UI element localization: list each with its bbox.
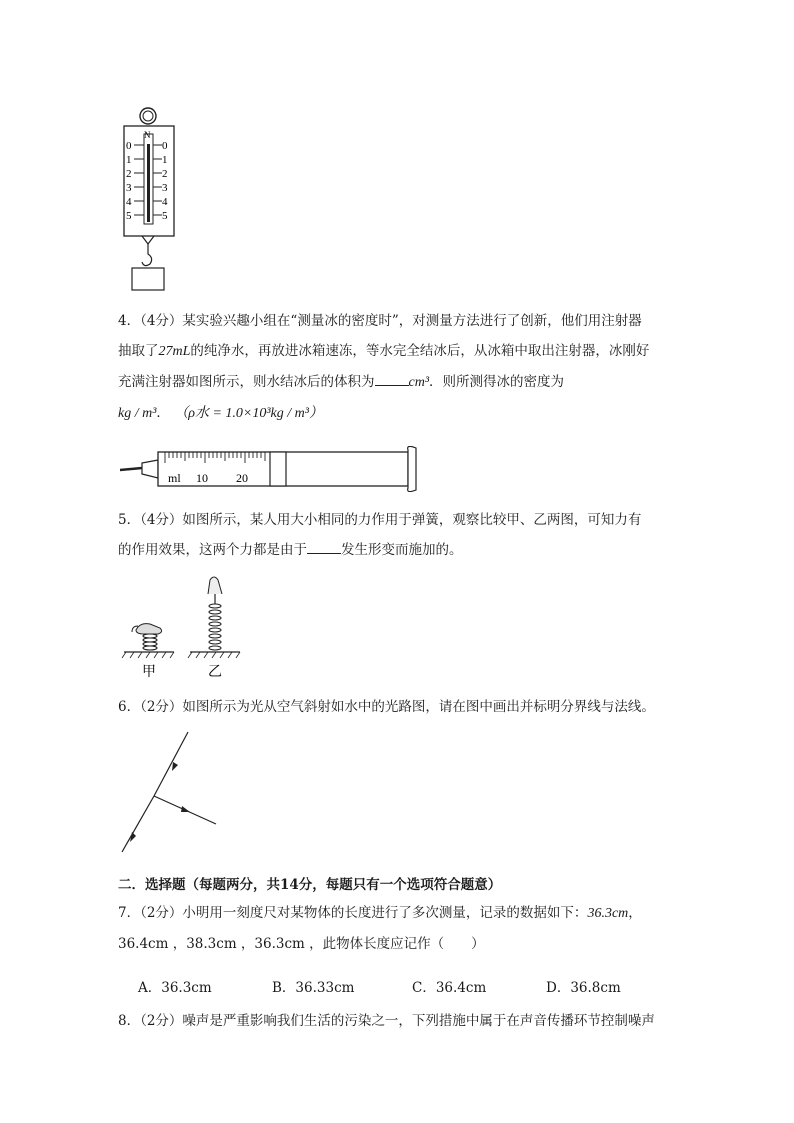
option-c[interactable]: C．36.4cm [412,980,487,996]
springs-figure [118,572,248,684]
tick-left: 1 [126,154,132,166]
answer-blank[interactable] [375,371,409,386]
tick-right: 1 [162,154,168,166]
option-b[interactable]: B．36.33cm [272,980,355,996]
question-8 [118,1006,678,1036]
tick-left: 5 [126,210,132,222]
question-6 [118,692,678,722]
syringe-tick-10: 10 [196,471,208,485]
syringe-unit-label: ml [168,471,181,485]
q4-line1: 4．（4分）某实验兴趣小组在“测量冰的密度时”，对测量方法进行了创新，他们用注射器 [118,313,642,329]
question-7 [118,898,678,959]
question-4 [118,306,678,429]
option-d[interactable]: D．36.8cm [546,980,621,996]
q5-line2: 的作用效果，这两个力都是由于 发生形变而施加的。 [118,535,678,565]
tick-right: 0 [162,140,168,152]
answer-blank[interactable] [307,539,341,554]
tick-left: 3 [126,182,132,194]
q7-line1: 7．（2分）小明用一刻度尺对某物体的长度进行了多次测量，记录的数据如下：36.3cm， [118,905,642,921]
q4-line4: kg / m³． （ρ水 = 1.0×10³kg / m³） [118,405,323,421]
q6-line1: 6．（2分）如图所示为光从空气斜射如水中的光路图，请在图中画出并标明分界线与法线。 [118,699,655,715]
question-5 [118,505,678,565]
tick-left: 2 [126,168,132,180]
tick-right: 3 [162,182,168,194]
tick-right: 5 [162,210,168,222]
tick-right: 4 [162,196,168,208]
q4-line3: 充满注射器如图所示，则水结冰后的体积为 cm³．则所测得冰的密度为 [118,367,678,398]
density-formula: （ρ水 = 1.0×10³kg / m³） [174,406,323,421]
tick-left: 0 [126,140,132,152]
q7-line2: 36.4cm ，38.3cm ，36.3cm ，此物体长度应记作（ ） [118,936,485,952]
spring-scale-figure [118,104,188,294]
section-2-title: 二．选择题（每题两分，共14分，每题只有一个选项符合题意） [118,877,502,893]
q8-line1: 8．（2分）噪声是严重影响我们生活的污染之一，下列措施中属于在声音传播环节控制噪声 [118,1013,655,1029]
syringe-tick-20: 20 [236,471,248,485]
option-a[interactable]: A．36.3cm [138,980,212,996]
scale-top-label: N [144,130,151,140]
tick-right: 2 [162,168,168,180]
light-path-figure [118,728,228,858]
syringe-figure [120,446,420,492]
tick-left: 4 [126,196,132,208]
q5-line1: 5．（4分）如图所示，某人用大小相同的力作用于弹簧，观察比较甲、乙两图，可知力有 [118,512,642,528]
q4-line2: 抽取了27mL的纯净水，再放进冰箱速冻，等水完全结冰后，从冰箱中取出注射器，冰刚好 [118,343,650,359]
label-jia: 甲 [142,665,156,680]
label-yi: 乙 [208,665,222,680]
